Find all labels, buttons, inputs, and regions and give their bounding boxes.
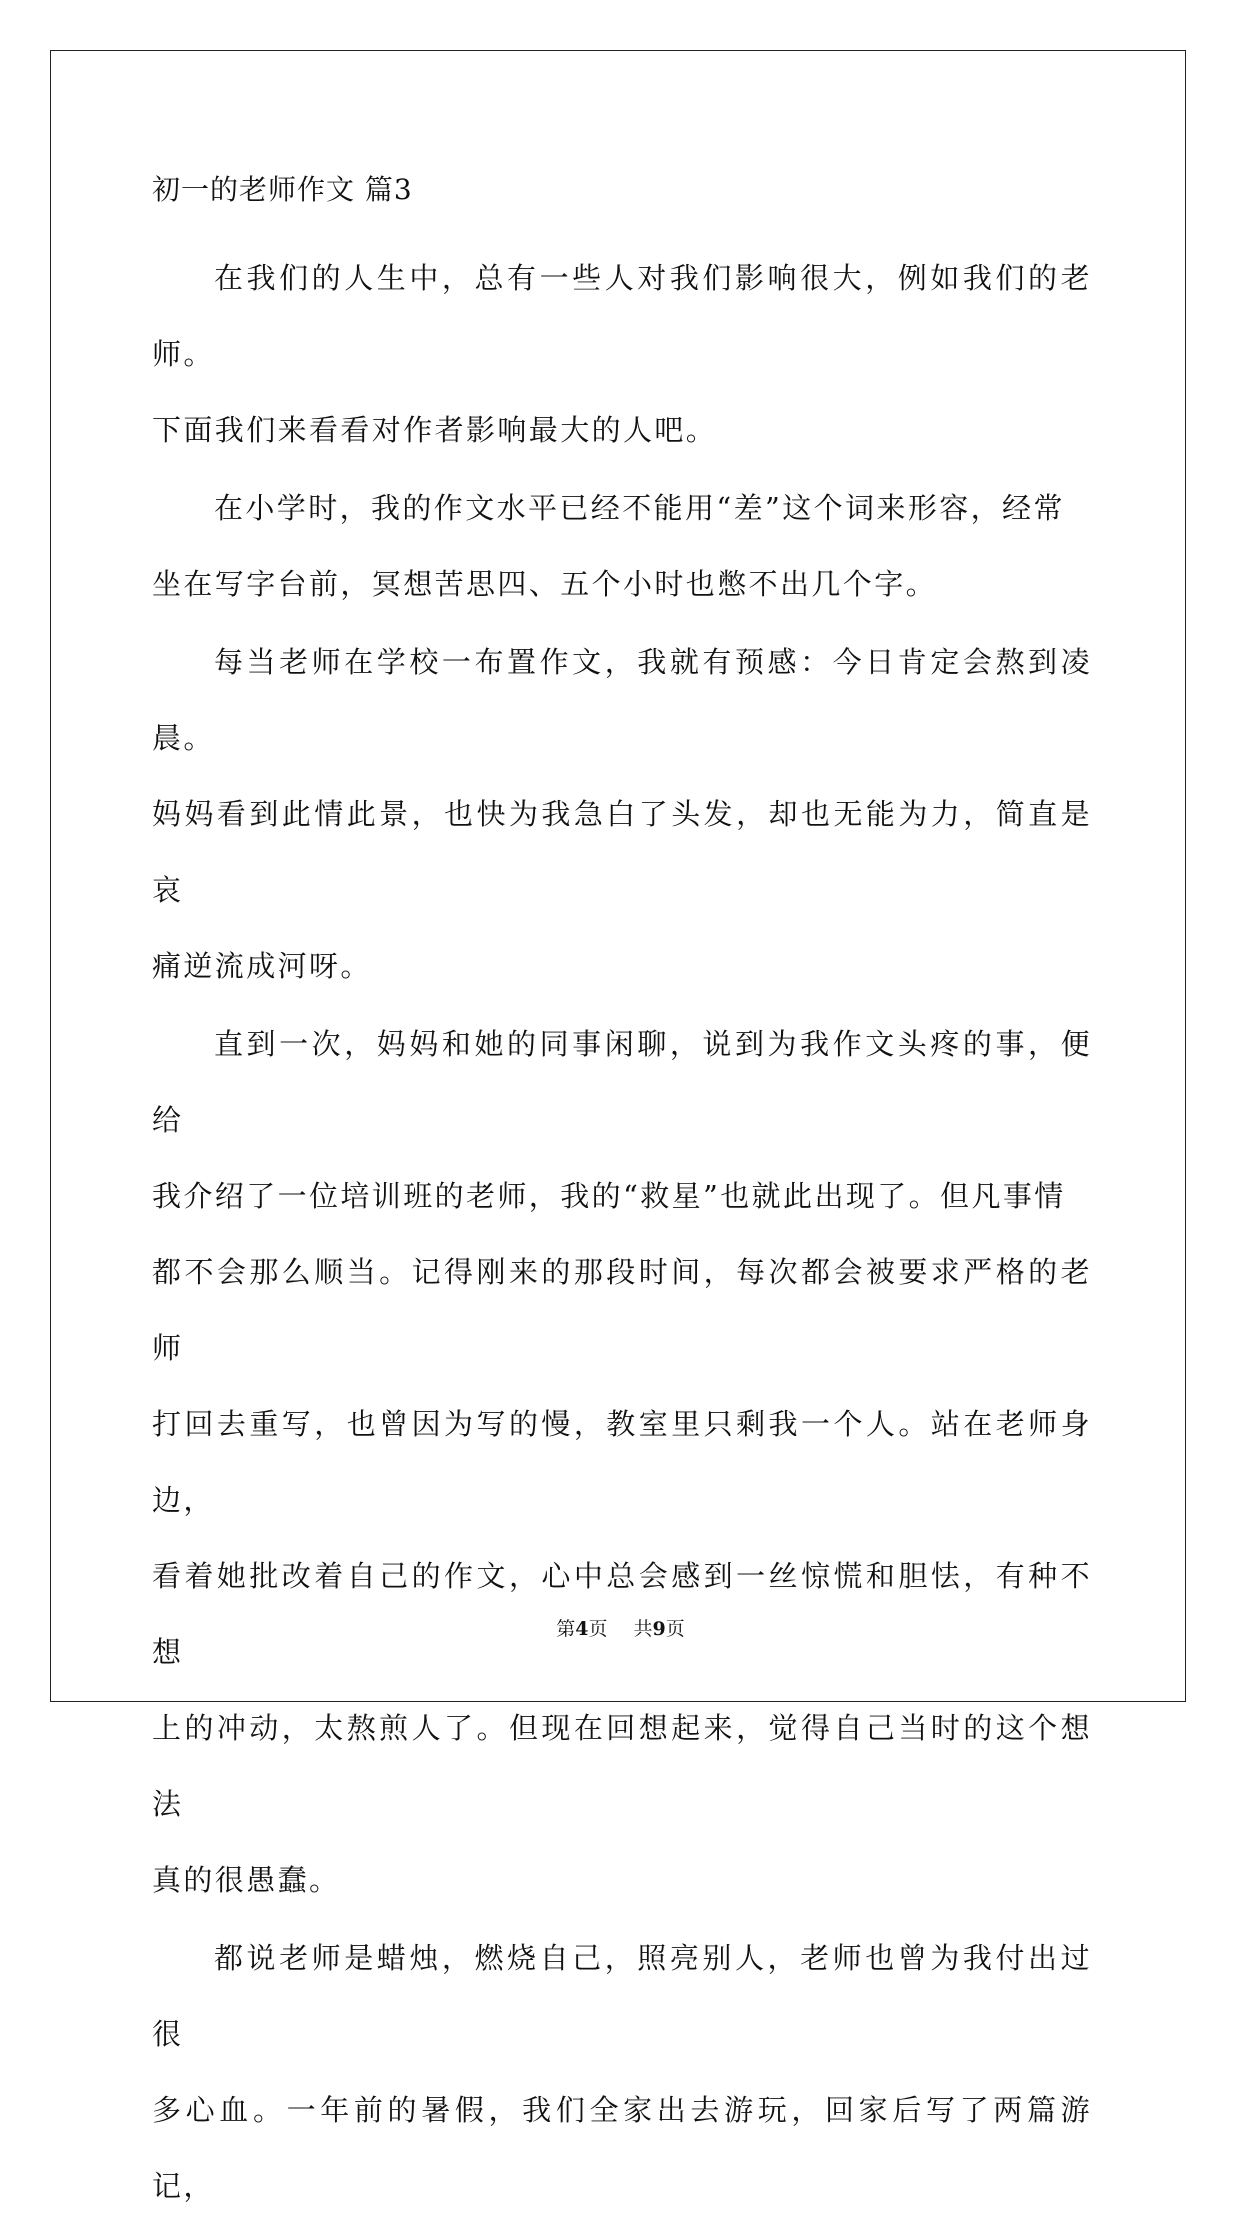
paragraph-line: 上的冲动，太熬煎人了。但现在回想起来，觉得自己当时的这个想法 xyxy=(152,1711,1092,1821)
paragraph xyxy=(152,240,1092,468)
paragraph-line: 坐在写字台前，冥想苦思四、五个小时也憋不出几个字。 xyxy=(152,567,938,601)
paragraph-line: 看着她批改着自己的作文，心中总会感到一丝惊慌和胆怯，有种不想 xyxy=(152,1559,1092,1669)
paragraph-line: 下面我们来看看对作者影响最大的人吧。 xyxy=(152,413,718,447)
paragraph xyxy=(152,470,1092,622)
paragraph-line: 痛逆流成河呀。 xyxy=(152,949,372,983)
paragraph-line: 都不会那么顺当。记得刚来的那段时间，每次都会被要求严格的老师 xyxy=(152,1255,1092,1365)
page-current: 4 xyxy=(575,1618,589,1640)
paragraph xyxy=(152,624,1092,1004)
page-total: 9 xyxy=(652,1618,666,1640)
page-footer xyxy=(0,1617,1241,1641)
paragraph-line: 每当老师在学校一布置作文，我就有预感：今日肯定会熬到凌晨。 xyxy=(152,645,1092,755)
paragraph-list xyxy=(152,240,1092,2224)
paragraph xyxy=(152,1920,1092,2224)
document-title: 初一的老师作文 篇3 xyxy=(152,173,413,206)
document-body xyxy=(152,168,1092,2226)
paragraph-line: 在小学时，我的作文水平已经不能用“差”这个词来形容，经常 xyxy=(214,491,1065,525)
paragraph-line: 妈妈看到此情此景，也快为我急白了头发，却也无能为力，简直是哀 xyxy=(152,797,1092,907)
page-prefix: 第 xyxy=(556,1618,576,1640)
paragraph-line: 打回去重写，也曾因为写的慢，教室里只剩我一个人。站在老师身边， xyxy=(152,1407,1092,1517)
paragraph-line: 真的很愚蠢。 xyxy=(152,1863,341,1897)
page-suffix: 页 xyxy=(588,1618,608,1640)
paragraph xyxy=(152,1006,1092,1918)
paragraph-line: 在我们的人生中，总有一些人对我们影响很大，例如我们的老师。 xyxy=(152,261,1092,371)
total-suffix: 页 xyxy=(665,1618,685,1640)
paragraph-line: 直到一次，妈妈和她的同事闲聊，说到为我作文头疼的事，便给 xyxy=(152,1027,1092,1137)
paragraph-line: 多心血。一年前的暑假，我们全家出去游玩，回家后写了两篇游记， xyxy=(152,2093,1092,2203)
total-prefix: 共 xyxy=(633,1618,653,1640)
paragraph-line: 我介绍了一位培训班的老师，我的“救星”也就此出现了。但凡事情 xyxy=(152,1179,1066,1213)
paragraph-line: 都说老师是蜡烛，燃烧自己，照亮别人，老师也曾为我付出过很 xyxy=(152,1941,1092,2051)
